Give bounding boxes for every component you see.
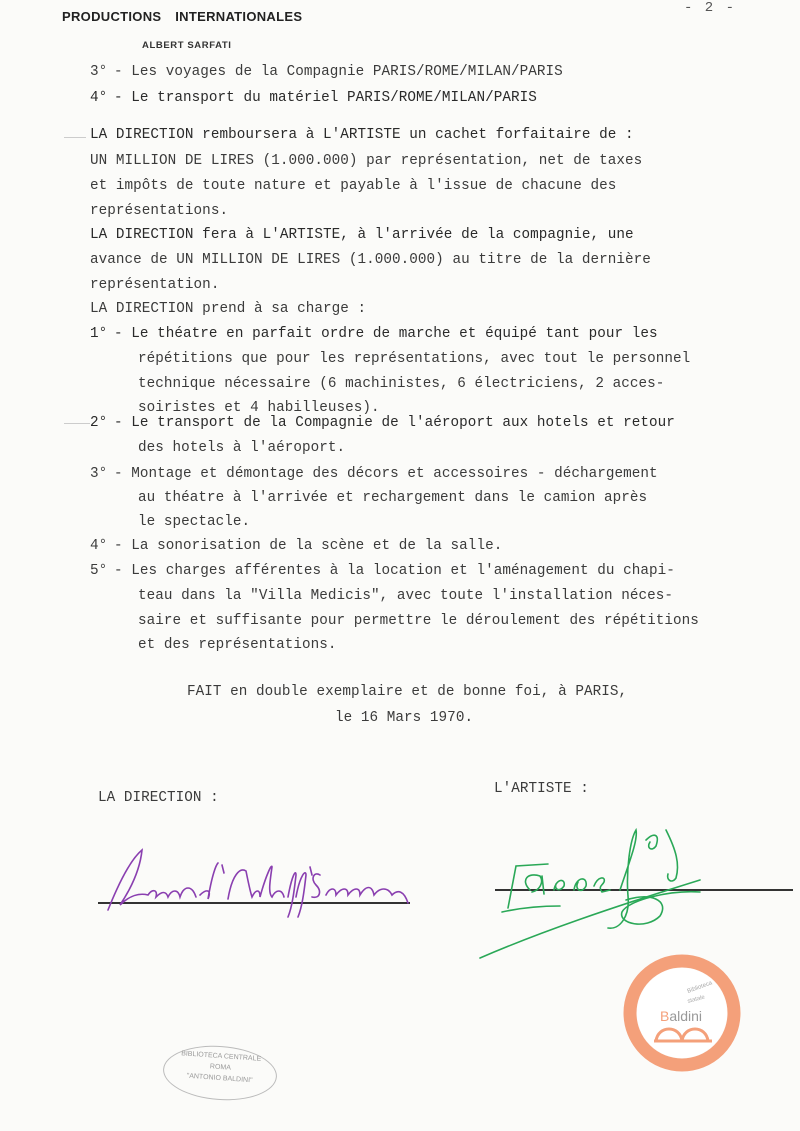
signature-direction-icon bbox=[100, 845, 420, 920]
charge-5-line2: teau dans la "Villa Medicis", avec toute l'installation néces- bbox=[138, 588, 674, 604]
paragraph3: LA DIRECTION prend à sa charge : bbox=[90, 301, 367, 317]
paragraph1-line4: représentations. bbox=[90, 203, 229, 219]
signature-label-artiste: L'ARTISTE : bbox=[494, 781, 589, 797]
charge-1-line3: technique nécessaire (6 machinistes, 6 électriciens, 2 acces- bbox=[138, 376, 665, 392]
margin-mark bbox=[64, 137, 86, 138]
paragraph2-line3: représentation. bbox=[90, 277, 220, 293]
closing-date: le 16 Mars 1970. bbox=[335, 710, 474, 726]
svg-text:Baldini: Baldini bbox=[660, 1008, 703, 1024]
paragraph1-line1: LA DIRECTION remboursera à L'ARTISTE un cachet forfaitaire de : bbox=[90, 127, 634, 143]
svg-text:Biblioteca: Biblioteca bbox=[686, 980, 714, 995]
charge-2-line2: des hotels à l'aéroport. bbox=[138, 440, 346, 456]
closing-line1: FAIT en double exemplaire et de bonne foi, à PARIS, bbox=[187, 684, 628, 700]
baldini-logo bbox=[622, 953, 742, 1073]
paragraph1-line3: et impôts de toute nature et payable à l'issue de chacune des bbox=[90, 178, 617, 194]
paragraph1-line2: UN MILLION DE LIRES (1.000.000) par représentation, net de taxes bbox=[90, 153, 643, 169]
margin-mark bbox=[64, 423, 90, 424]
svg-text:statale: statale bbox=[686, 994, 706, 1005]
charge-5-line4: et des représentations. bbox=[138, 637, 337, 653]
charge-1-line4: soiristes et 4 habilleuses). bbox=[138, 400, 380, 416]
charge-5-line3: saire et suffisante pour permettre le déroulement des répétitions bbox=[138, 613, 699, 629]
charge-2: 2° - Le transport de la Compagnie de l'aéroport aux hotels et retour bbox=[90, 415, 675, 431]
letterhead-company: PRODUCTIONS INTERNATIONALES bbox=[62, 9, 303, 24]
charge-3-line2: au théatre à l'arrivée et rechargement dans le camion après bbox=[138, 490, 648, 506]
page-number: - 2 - bbox=[684, 0, 737, 16]
baldini-logo-icon bbox=[622, 953, 742, 1073]
paragraph2-line1: LA DIRECTION fera à L'ARTISTE, à l'arrivée de la compagnie, une bbox=[90, 227, 634, 243]
paragraph2-line2: avance de UN MILLION DE LIRES (1.000.000) au titre de la dernière bbox=[90, 252, 651, 268]
signature-artiste-icon bbox=[470, 820, 770, 960]
signature-label-direction: LA DIRECTION : bbox=[98, 790, 219, 806]
item-top-3: 3° - Les voyages de la Compagnie PARIS/ROME/MILAN/PARIS bbox=[90, 64, 563, 80]
charge-4: 4° - La sonorisation de la scène et de la salle. bbox=[90, 538, 503, 554]
letterhead-director: ALBERT SARFATI bbox=[142, 40, 232, 51]
charge-1-line2: répétitions que pour les représentations, avec tout le personnel bbox=[138, 351, 691, 367]
item-top-4: 4° - Le transport du matériel PARIS/ROME/MILAN/PARIS bbox=[90, 90, 537, 106]
charge-1: 1° - Le théatre en parfait ordre de marche et équipé tant pour les bbox=[90, 326, 658, 342]
charge-3-line3: le spectacle. bbox=[138, 514, 251, 530]
charge-5: 5° - Les charges afférentes à la location et l'aménagement du chapi- bbox=[90, 563, 675, 579]
charge-3: 3° - Montage et démontage des décors et accessoires - déchargement bbox=[90, 466, 658, 482]
library-stamp: BIBLIOTECA CENTRALE ROMA "ANTONIO BALDINI" bbox=[161, 1042, 278, 1104]
